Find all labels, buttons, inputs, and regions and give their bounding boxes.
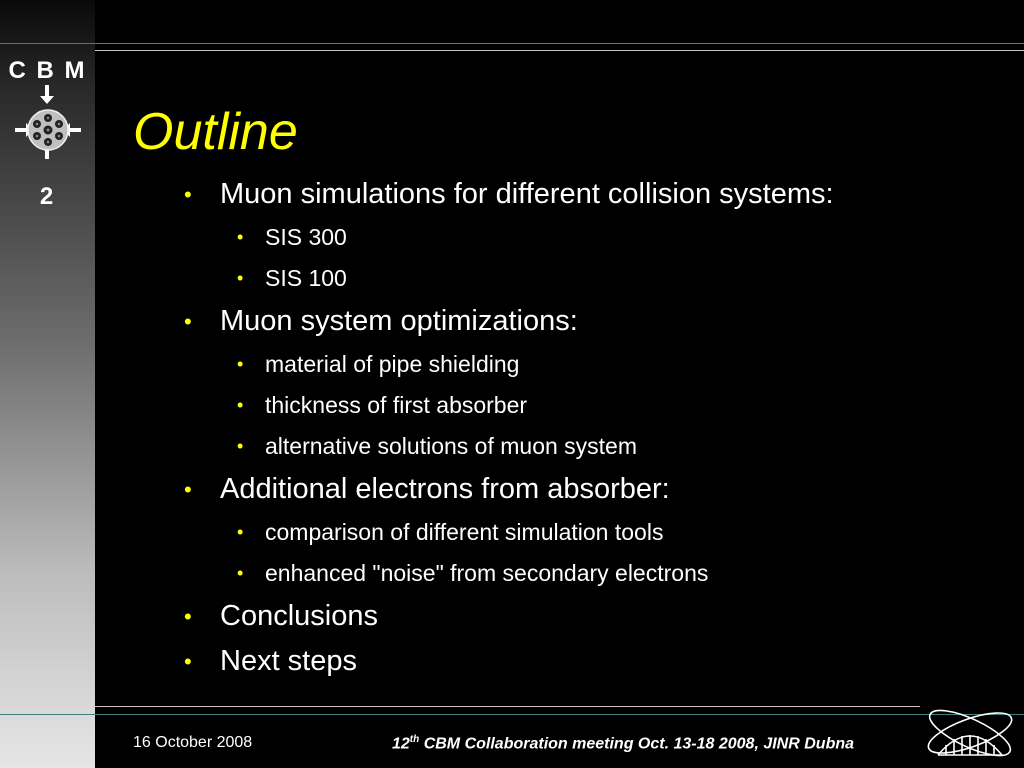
outline-subitem-text: material of pipe shielding [265,351,520,377]
outline-item-text: Muon simulations for different collision systems: [220,178,834,210]
outline-subitem-text: SIS 100 [265,265,347,291]
sub-bullet-icon: • [237,354,244,374]
outline-subitem [180,217,980,258]
outline-item-text: Next steps [220,645,357,677]
outline-subitem-text: thickness of first absorber [265,392,528,418]
cbm-logo [0,55,95,215]
outline-subitem-text: SIS 300 [265,224,347,250]
outline-item [180,594,980,639]
outline-subitem [180,512,980,553]
outline-item [180,639,980,684]
bullet-icon: • [184,604,192,629]
outline-subitem-text: enhanced "noise" from secondary electrons [265,560,709,586]
bullet-icon: • [184,477,192,502]
outline-subitem [180,426,980,467]
bullet-icon: • [184,309,192,334]
bullet-icon: • [184,649,192,674]
outline-item-text: Additional electrons from absorber: [220,473,670,505]
outline-item-text: Muon system optimizations: [220,305,578,337]
outline-subitem-text: comparison of different simulation tools [265,519,664,545]
cbm-logo-text: C B M [8,57,87,84]
top-accent-rule [0,43,1024,44]
outline-list [180,172,980,684]
sub-bullet-icon: • [237,522,244,542]
outline-subitem-text: alternative solutions of muon system [265,433,638,459]
jinr-dubna-logo-icon [920,695,1020,765]
cbm-logo-number: 2 [39,183,56,210]
cbm-detector-icon [15,85,81,179]
outline-subitem [180,385,980,426]
slide-title: Outline [133,103,298,161]
bullet-icon: • [184,182,192,207]
meeting-ordinal-suffix: th [409,734,420,745]
sub-bullet-icon: • [237,395,244,415]
outline-item [180,467,980,512]
bottom-accent-rule [0,714,1024,715]
meeting-number: 12 [392,735,410,753]
footer-date: 16 October 2008 [133,734,253,751]
outline-subitem [180,553,980,594]
outline-item [180,299,980,344]
outline-subitem [180,258,980,299]
outline-item [180,172,980,217]
meeting-description: CBM Collaboration meeting Oct. 13-18 2008, JINR Dubna [419,735,855,753]
footer-meeting-title [392,734,854,753]
sub-bullet-icon: • [237,268,244,288]
sub-bullet-icon: • [237,563,244,583]
outline-item-text: Conclusions [220,600,378,632]
sub-bullet-icon: • [237,436,244,456]
outline-subitem [180,344,980,385]
top-divider-rule [95,50,1024,51]
sub-bullet-icon: • [237,227,244,247]
bottom-divider-rule [95,706,920,707]
